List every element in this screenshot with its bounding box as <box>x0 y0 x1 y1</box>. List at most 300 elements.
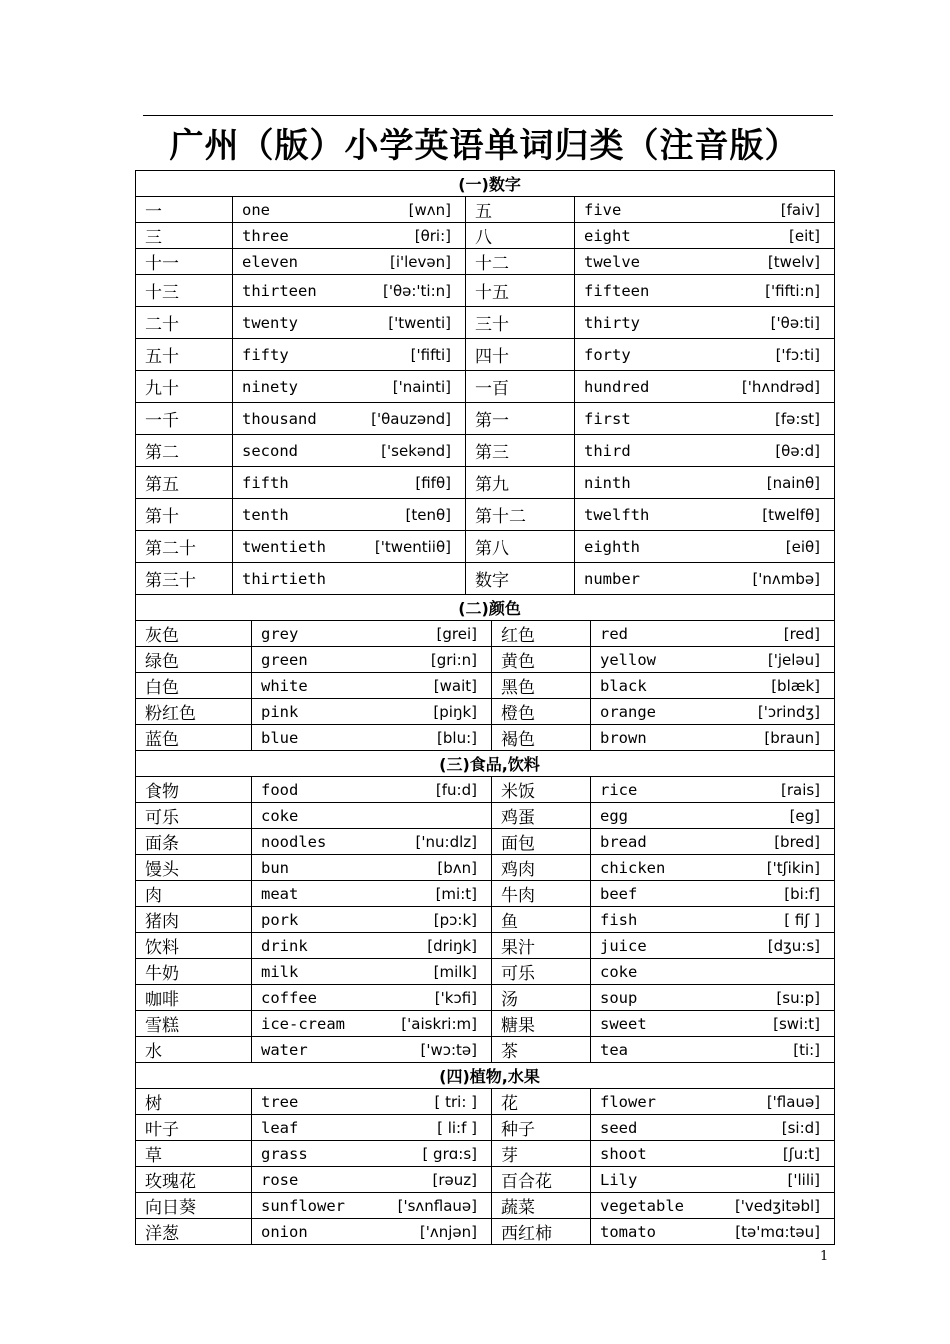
english-word: leaf <box>261 1118 299 1137</box>
chinese-word: 草 <box>136 1141 252 1167</box>
english-word-cell <box>591 1167 835 1193</box>
english-word: egg <box>600 806 628 825</box>
english-word: Lily <box>600 1170 638 1189</box>
english-word-cell <box>252 907 492 933</box>
phonetic: ['flauə] <box>766 1092 821 1111</box>
chinese-word: 第十 <box>136 499 233 531</box>
phonetic: ['θə:'ti:n] <box>382 281 451 300</box>
chinese-word: 树 <box>136 1089 252 1115</box>
chinese-word: 牛肉 <box>492 881 591 907</box>
english-word-cell <box>233 435 466 467</box>
phonetic: [tə'mɑ:təu] <box>735 1222 821 1241</box>
english-word: drink <box>261 936 308 955</box>
table-row <box>136 777 835 803</box>
chinese-word: 十三 <box>136 275 233 307</box>
chinese-word: 糖果 <box>492 1011 591 1037</box>
chinese-word: 第九 <box>466 467 575 499</box>
english-word-cell <box>252 699 492 725</box>
english-word: rose <box>261 1170 299 1189</box>
table-row <box>136 223 835 249</box>
table-row <box>136 907 835 933</box>
english-word-cell <box>252 985 492 1011</box>
phonetic: [nainθ] <box>766 473 821 492</box>
table-row <box>136 1089 835 1115</box>
chinese-word: 可乐 <box>136 803 252 829</box>
chinese-word: 水 <box>136 1037 252 1063</box>
phonetic: [mi:t] <box>435 884 477 903</box>
phonetic: [eiθ] <box>785 537 821 556</box>
english-word: thirteen <box>242 281 317 300</box>
english-word: noodles <box>261 832 327 851</box>
table-row <box>136 531 835 563</box>
english-word: green <box>261 650 308 669</box>
english-word-cell <box>233 403 466 435</box>
english-word-cell <box>252 1115 492 1141</box>
vocab-table <box>135 750 835 1063</box>
vocab-table <box>135 594 835 751</box>
chinese-word: 向日葵 <box>136 1193 252 1219</box>
english-word: coke <box>261 806 299 825</box>
chinese-word: 果汁 <box>492 933 591 959</box>
table-row <box>136 275 835 307</box>
english-word: five <box>584 200 622 219</box>
vocab-table <box>135 170 835 595</box>
english-word-cell <box>591 829 835 855</box>
phonetic: ['sekənd] <box>381 441 451 460</box>
english-word-cell <box>591 647 835 673</box>
chinese-word: 蓝色 <box>136 725 252 751</box>
chinese-word: 蔬菜 <box>492 1193 591 1219</box>
chinese-word: 第三 <box>466 435 575 467</box>
phonetic: ['jeləu] <box>767 650 821 669</box>
table-row <box>136 435 835 467</box>
phonetic: [θə:d] <box>775 441 821 460</box>
chinese-word: 肉 <box>136 881 252 907</box>
chinese-word: 五十 <box>136 339 233 371</box>
phonetic: [ti:] <box>793 1040 821 1059</box>
table-row <box>136 1011 835 1037</box>
chinese-word: 第五 <box>136 467 233 499</box>
english-word-cell <box>591 725 835 751</box>
english-word: seed <box>600 1118 638 1137</box>
english-word-cell <box>252 647 492 673</box>
chinese-word: 黑色 <box>492 673 591 699</box>
chinese-word: 饮料 <box>136 933 252 959</box>
english-word: brown <box>600 728 647 747</box>
english-word-cell <box>591 777 835 803</box>
table-row <box>136 933 835 959</box>
phonetic: [tenθ] <box>405 505 451 524</box>
english-word: ninth <box>584 473 631 492</box>
chinese-word: 汤 <box>492 985 591 1011</box>
chinese-word: 种子 <box>492 1115 591 1141</box>
phonetic: ['fɔ:ti] <box>775 345 821 364</box>
table-row <box>136 467 835 499</box>
chinese-word: 三 <box>136 223 233 249</box>
english-word: soup <box>600 988 638 1007</box>
table-row <box>136 197 835 223</box>
chinese-word: 牛奶 <box>136 959 252 985</box>
section-heading: (四)植物,水果 <box>136 1063 835 1089</box>
english-word-cell <box>233 499 466 531</box>
english-word-cell <box>575 249 835 275</box>
page-number: 1 <box>820 1249 829 1264</box>
english-word: shoot <box>600 1144 647 1163</box>
table-row <box>136 725 835 751</box>
table-row <box>136 1219 835 1245</box>
phonetic: [swi:t] <box>773 1014 821 1033</box>
english-word-cell <box>591 673 835 699</box>
table-row <box>136 371 835 403</box>
chinese-word: 馒头 <box>136 855 252 881</box>
chinese-word: 十一 <box>136 249 233 275</box>
english-word: chicken <box>600 858 666 877</box>
table-row <box>136 403 835 435</box>
english-word-cell <box>252 1089 492 1115</box>
chinese-word: 第二 <box>136 435 233 467</box>
english-word-cell <box>591 907 835 933</box>
phonetic: [ fiʃ ] <box>784 910 821 929</box>
chinese-word: 第二十 <box>136 531 233 563</box>
english-word-cell <box>591 855 835 881</box>
phonetic: [dʒu:s] <box>767 936 821 955</box>
chinese-word: 鸡肉 <box>492 855 591 881</box>
english-word: vegetable <box>600 1196 684 1215</box>
chinese-word: 米饭 <box>492 777 591 803</box>
english-word-cell <box>252 803 492 829</box>
english-word-cell <box>252 1011 492 1037</box>
table-row <box>136 339 835 371</box>
chinese-word: 鱼 <box>492 907 591 933</box>
english-word-cell <box>591 803 835 829</box>
chinese-word: 第三十 <box>136 563 233 595</box>
table-row <box>136 881 835 907</box>
english-word-cell <box>591 985 835 1011</box>
chinese-word: 三十 <box>466 307 575 339</box>
english-word-cell <box>233 339 466 371</box>
chinese-word: 猪肉 <box>136 907 252 933</box>
chinese-word: 一千 <box>136 403 233 435</box>
phonetic: ['kɔfi] <box>434 988 477 1007</box>
english-word: fish <box>600 910 638 929</box>
phonetic: ['wɔ:tə] <box>420 1040 477 1059</box>
english-word: fifth <box>242 473 289 492</box>
chinese-word: 十二 <box>466 249 575 275</box>
table-row <box>136 307 835 339</box>
table-row <box>136 959 835 985</box>
english-word-cell <box>252 933 492 959</box>
phonetic: [ tri: ] <box>434 1092 477 1111</box>
section-heading: (一)数字 <box>136 171 835 197</box>
english-word: coffee <box>261 988 317 1007</box>
chinese-word: 九十 <box>136 371 233 403</box>
chinese-word: 一 <box>136 197 233 223</box>
phonetic: ['nu:dlz] <box>415 832 477 851</box>
english-word-cell <box>233 275 466 307</box>
english-word-cell <box>252 881 492 907</box>
chinese-word: 洋葱 <box>136 1219 252 1245</box>
english-word-cell <box>591 1037 835 1063</box>
english-word-cell <box>575 467 835 499</box>
table-row <box>136 499 835 531</box>
phonetic: ['tʃikin] <box>766 858 821 877</box>
chinese-word: 咖啡 <box>136 985 252 1011</box>
chinese-word: 绿色 <box>136 647 252 673</box>
chinese-word: 茶 <box>492 1037 591 1063</box>
english-word-cell <box>575 435 835 467</box>
english-word: ice-cream <box>261 1014 345 1033</box>
english-word-cell <box>252 959 492 985</box>
phonetic: [grei] <box>436 624 477 643</box>
english-word-cell <box>252 855 492 881</box>
chinese-word: 食物 <box>136 777 252 803</box>
english-word-cell <box>252 1167 492 1193</box>
phonetic: [rais] <box>780 780 821 799</box>
english-word: twenty <box>242 313 298 332</box>
english-word-cell <box>591 881 835 907</box>
english-word-cell <box>233 563 466 595</box>
english-word-cell <box>252 829 492 855</box>
english-word: tomato <box>600 1222 656 1241</box>
english-word: coke <box>600 962 638 981</box>
chinese-word: 玫瑰花 <box>136 1167 252 1193</box>
english-word: juice <box>600 936 647 955</box>
english-word-cell <box>575 563 835 595</box>
english-word-cell <box>233 197 466 223</box>
english-word-cell <box>575 403 835 435</box>
chinese-word: 数字 <box>466 563 575 595</box>
english-word: sweet <box>600 1014 647 1033</box>
english-word-cell <box>252 673 492 699</box>
chinese-word: 可乐 <box>492 959 591 985</box>
chinese-word: 二十 <box>136 307 233 339</box>
phonetic: [su:p] <box>776 988 821 1007</box>
phonetic: ['hʌndrəd] <box>741 377 821 396</box>
english-word: food <box>261 780 299 799</box>
chinese-word: 百合花 <box>492 1167 591 1193</box>
english-word-cell <box>252 1141 492 1167</box>
table-row <box>136 803 835 829</box>
english-word-cell <box>591 1193 835 1219</box>
english-word-cell <box>252 725 492 751</box>
english-word: eighth <box>584 537 640 556</box>
vocabulary-sheet <box>135 170 834 1245</box>
english-word: black <box>600 676 647 695</box>
english-word-cell <box>591 621 835 647</box>
english-word-cell <box>591 1011 835 1037</box>
table-row <box>136 621 835 647</box>
chinese-word: 褐色 <box>492 725 591 751</box>
english-word-cell <box>591 699 835 725</box>
english-word: tenth <box>242 505 289 524</box>
english-word-cell <box>233 249 466 275</box>
table-row <box>136 1167 835 1193</box>
english-word: eight <box>584 226 631 245</box>
table-row <box>136 563 835 595</box>
table-row <box>136 249 835 275</box>
phonetic: [ li:f ] <box>437 1118 477 1137</box>
phonetic: ['lili] <box>787 1170 821 1189</box>
table-row <box>136 673 835 699</box>
english-word: bread <box>600 832 647 851</box>
english-word: first <box>584 409 631 428</box>
english-word-cell <box>233 307 466 339</box>
english-word-cell <box>575 223 835 249</box>
chinese-word: 黄色 <box>492 647 591 673</box>
english-word: thousand <box>242 409 317 428</box>
english-word-cell <box>252 1193 492 1219</box>
english-word: grass <box>261 1144 308 1163</box>
english-word-cell <box>233 371 466 403</box>
phonetic: [wʌn] <box>408 200 451 219</box>
table-row <box>136 1193 835 1219</box>
phonetic: ['fifti] <box>410 345 451 364</box>
english-word: onion <box>261 1222 308 1241</box>
phonetic: [milk] <box>433 962 477 981</box>
header-rule <box>143 115 833 116</box>
table-row <box>136 699 835 725</box>
phonetic: [bʌn] <box>437 858 477 877</box>
english-word-cell <box>252 621 492 647</box>
phonetic: ['nainti] <box>392 377 451 396</box>
english-word: sunflower <box>261 1196 345 1215</box>
english-word: pork <box>261 910 299 929</box>
phonetic: ['vedʒitəbl] <box>734 1196 821 1215</box>
phonetic: [wait] <box>433 676 477 695</box>
english-word: beef <box>600 884 638 903</box>
english-word-cell <box>575 197 835 223</box>
phonetic: ['ʌnjən] <box>419 1222 477 1241</box>
chinese-word: 一百 <box>466 371 575 403</box>
chinese-word: 灰色 <box>136 621 252 647</box>
english-word: blue <box>261 728 299 747</box>
english-word: one <box>242 200 270 219</box>
phonetic: [rəuz] <box>432 1170 477 1189</box>
chinese-word: 面包 <box>492 829 591 855</box>
english-word: white <box>261 676 308 695</box>
english-word-cell <box>233 531 466 563</box>
section-heading: (三)食品,饮料 <box>136 751 835 777</box>
phonetic: [braun] <box>764 728 821 747</box>
english-word: fifteen <box>584 281 650 300</box>
phonetic: ['θə:ti] <box>770 313 821 332</box>
english-word: tree <box>261 1092 299 1111</box>
chinese-word: 十五 <box>466 275 575 307</box>
phonetic: [si:d] <box>781 1118 821 1137</box>
english-word-cell <box>575 339 835 371</box>
phonetic: [fifθ] <box>415 473 451 492</box>
phonetic: [blæk] <box>771 676 821 695</box>
phonetic: [piŋk] <box>433 702 477 721</box>
english-word-cell <box>575 275 835 307</box>
english-word: third <box>584 441 631 460</box>
english-word: water <box>261 1040 308 1059</box>
phonetic: [fu:d] <box>435 780 477 799</box>
phonetic: [eit] <box>789 226 821 245</box>
phonetic: ['nʌmbə] <box>752 569 821 588</box>
english-word-cell <box>591 1115 835 1141</box>
english-word: second <box>242 441 298 460</box>
chinese-word: 粉红色 <box>136 699 252 725</box>
phonetic: ['twentiiθ] <box>374 537 451 556</box>
table-row <box>136 647 835 673</box>
english-word-cell <box>591 1219 835 1245</box>
english-word-cell <box>591 933 835 959</box>
phonetic: [i'levən] <box>389 252 451 271</box>
phonetic: [pɔ:k] <box>433 910 477 929</box>
english-word-cell <box>591 959 835 985</box>
english-word: hundred <box>584 377 650 396</box>
phonetic: [θri:] <box>414 226 451 245</box>
table-row <box>136 855 835 881</box>
english-word: thirty <box>584 313 640 332</box>
phonetic: ['θauzənd] <box>371 409 451 428</box>
chinese-word: 芽 <box>492 1141 591 1167</box>
phonetic: ['sʌnflauə] <box>397 1196 477 1215</box>
english-word: meat <box>261 884 299 903</box>
phonetic: ['fifti:n] <box>765 281 821 300</box>
chinese-word: 鸡蛋 <box>492 803 591 829</box>
chinese-word: 第一 <box>466 403 575 435</box>
phonetic: [bi:f] <box>784 884 821 903</box>
english-word: twelve <box>584 252 640 271</box>
english-word-cell <box>252 777 492 803</box>
chinese-word: 第十二 <box>466 499 575 531</box>
table-row <box>136 1037 835 1063</box>
english-word: grey <box>261 624 299 643</box>
phonetic: ['aiskri:m] <box>401 1014 477 1033</box>
english-word: orange <box>600 702 656 721</box>
english-word-cell <box>575 531 835 563</box>
phonetic: [ʃu:t] <box>782 1144 821 1163</box>
table-row <box>136 1115 835 1141</box>
vocab-table <box>135 1062 835 1245</box>
phonetic: ['twenti] <box>388 313 451 332</box>
chinese-word: 红色 <box>492 621 591 647</box>
english-word-cell <box>591 1089 835 1115</box>
phonetic: [fə:st] <box>775 409 821 428</box>
chinese-word: 西红柿 <box>492 1219 591 1245</box>
english-word: number <box>584 569 640 588</box>
chinese-word: 第八 <box>466 531 575 563</box>
english-word-cell <box>252 1219 492 1245</box>
english-word: three <box>242 226 289 245</box>
english-word-cell <box>575 371 835 403</box>
english-word: bun <box>261 858 289 877</box>
english-word: rice <box>600 780 638 799</box>
english-word: eleven <box>242 252 298 271</box>
phonetic: [blu:] <box>437 728 477 747</box>
phonetic: [faiv] <box>780 200 821 219</box>
phonetic: [twelv] <box>767 252 821 271</box>
chinese-word: 面条 <box>136 829 252 855</box>
english-word: thirtieth <box>242 569 326 588</box>
chinese-word: 雪糕 <box>136 1011 252 1037</box>
english-word: flower <box>600 1092 656 1111</box>
phonetic: [gri:n] <box>430 650 477 669</box>
english-word: fifty <box>242 345 289 364</box>
english-word: pink <box>261 702 299 721</box>
table-row <box>136 829 835 855</box>
english-word: twelfth <box>584 505 650 524</box>
chinese-word: 四十 <box>466 339 575 371</box>
phonetic: [driŋk] <box>427 936 477 955</box>
english-word-cell <box>591 1141 835 1167</box>
chinese-word: 橙色 <box>492 699 591 725</box>
english-word-cell <box>252 1037 492 1063</box>
english-word: yellow <box>600 650 656 669</box>
section-heading: (二)颜色 <box>136 595 835 621</box>
